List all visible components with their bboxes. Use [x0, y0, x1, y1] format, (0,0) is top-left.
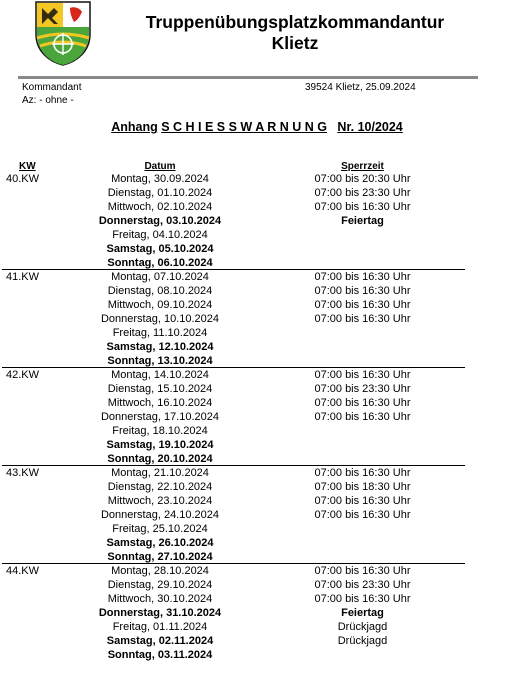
week-label: 40.KW [6, 173, 40, 185]
day-date: Mittwoch, 30.10.2024 [107, 593, 213, 605]
table-row [0, 536, 514, 550]
heading-main: S C H I E S S W A R N U N G [161, 120, 327, 134]
closure-time: 07:00 bis 16:30 Uhr [314, 313, 411, 325]
day-date: Donnerstag, 31.10.2024 [98, 607, 222, 619]
table-row [0, 550, 514, 564]
table-row [0, 564, 514, 578]
day-date: Samstag, 12.10.2024 [106, 341, 214, 353]
day-date: Sonntag, 20.10.2024 [107, 453, 213, 465]
day-date: Dienstag, 01.10.2024 [107, 187, 213, 199]
day-date: Freitag, 11.10.2024 [112, 327, 208, 339]
closure-time: 07:00 bis 18:30 Uhr [314, 481, 411, 493]
table-row [0, 284, 514, 298]
table-row [0, 494, 514, 508]
table-row [0, 424, 514, 438]
day-date: Freitag, 25.10.2024 [112, 523, 208, 535]
closure-time: 07:00 bis 16:30 Uhr [314, 509, 411, 521]
table-row [0, 312, 514, 326]
column-header-datum: Datum [144, 161, 176, 172]
closure-time: 07:00 bis 16:30 Uhr [314, 411, 411, 423]
day-date: Samstag, 05.10.2024 [106, 243, 214, 255]
column-header-kw: KW [19, 161, 36, 172]
week-label: 41.KW [6, 271, 40, 283]
closure-time: 07:00 bis 16:30 Uhr [314, 299, 411, 311]
place-date: 39524 Klietz, 25.09.2024 [305, 82, 416, 93]
coat-of-arms-logo [34, 0, 92, 66]
document-heading [0, 120, 514, 134]
table-row [0, 648, 514, 662]
day-date: Montag, 28.10.2024 [111, 565, 209, 577]
day-date: Dienstag, 29.10.2024 [107, 579, 213, 591]
table-row [0, 270, 514, 284]
day-date: Donnerstag, 03.10.2024 [98, 215, 222, 227]
header-divider [18, 76, 478, 79]
day-date: Dienstag, 15.10.2024 [107, 383, 213, 395]
title-line-2: Klietz [271, 33, 319, 53]
day-date: Samstag, 26.10.2024 [106, 537, 214, 549]
closure-time: 07:00 bis 16:30 Uhr [314, 467, 411, 479]
closure-time: 07:00 bis 16:30 Uhr [314, 593, 411, 605]
table-row [0, 480, 514, 494]
table-row [0, 452, 514, 466]
table-row [0, 396, 514, 410]
day-date: Freitag, 01.11.2024 [112, 621, 208, 633]
table-row [0, 186, 514, 200]
day-date: Samstag, 19.10.2024 [106, 439, 214, 451]
day-date: Mittwoch, 23.10.2024 [107, 495, 213, 507]
table-row [0, 382, 514, 396]
page-title [100, 12, 490, 54]
column-header-sperrzeit: Sperrzeit [341, 161, 384, 172]
title-line-1: Truppenübungsplatzkommandantur [145, 12, 445, 32]
closure-time: 07:00 bis 23:30 Uhr [314, 579, 411, 591]
table-row [0, 298, 514, 312]
table-row [0, 340, 514, 354]
closure-time: 07:00 bis 16:30 Uhr [314, 271, 411, 283]
table-row [0, 578, 514, 592]
week-label: 43.KW [6, 467, 40, 479]
heading-number: Nr. 10/2024 [337, 120, 403, 134]
table-row [0, 634, 514, 648]
day-date: Dienstag, 08.10.2024 [107, 285, 213, 297]
table-row [0, 508, 514, 522]
table-row [0, 214, 514, 228]
day-date: Montag, 21.10.2024 [111, 467, 209, 479]
week-label: 42.KW [6, 369, 40, 381]
closure-time: 07:00 bis 16:30 Uhr [314, 201, 411, 213]
day-date: Freitag, 04.10.2024 [112, 229, 208, 241]
table-row [0, 326, 514, 340]
day-date: Montag, 07.10.2024 [111, 271, 209, 283]
closure-time: Drückjagd [337, 635, 388, 647]
day-date: Samstag, 02.11.2024 [106, 635, 214, 647]
day-date: Sonntag, 06.10.2024 [107, 257, 213, 269]
closure-time: 07:00 bis 16:30 Uhr [314, 495, 411, 507]
table-row [0, 466, 514, 480]
closure-time: Feiertag [341, 607, 384, 619]
day-date: Donnerstag, 24.10.2024 [100, 509, 220, 521]
day-date: Dienstag, 22.10.2024 [107, 481, 213, 493]
reference-label: Az: - ohne - [22, 95, 74, 106]
table-row [0, 354, 514, 368]
day-date: Mittwoch, 09.10.2024 [107, 299, 213, 311]
sender-label: Kommandant [22, 82, 82, 93]
table-row [0, 368, 514, 382]
closure-time: 07:00 bis 16:30 Uhr [314, 397, 411, 409]
closure-time: 07:00 bis 16:30 Uhr [314, 565, 411, 577]
day-date: Montag, 14.10.2024 [111, 369, 209, 381]
table-row [0, 200, 514, 214]
closure-time: 07:00 bis 16:30 Uhr [314, 369, 411, 381]
day-date: Sonntag, 13.10.2024 [107, 355, 213, 367]
day-date: Freitag, 18.10.2024 [112, 425, 208, 437]
closure-time: Feiertag [341, 215, 384, 227]
day-date: Donnerstag, 17.10.2024 [100, 411, 220, 423]
table-row [0, 228, 514, 242]
table-row [0, 620, 514, 634]
closure-time: 07:00 bis 23:30 Uhr [314, 187, 411, 199]
table-row [0, 410, 514, 424]
heading-prefix: Anhang [111, 120, 158, 134]
table-row [0, 438, 514, 452]
closure-time: Drückjagd [337, 621, 388, 633]
table-row [0, 256, 514, 270]
day-date: Sonntag, 27.10.2024 [107, 551, 213, 563]
week-label: 44.KW [6, 565, 40, 577]
closure-time: 07:00 bis 16:30 Uhr [314, 285, 411, 297]
day-date: Mittwoch, 16.10.2024 [107, 397, 213, 409]
day-date: Sonntag, 03.11.2024 [107, 649, 213, 661]
day-date: Montag, 30.09.2024 [111, 173, 209, 185]
table-row [0, 592, 514, 606]
closure-time: 07:00 bis 20:30 Uhr [314, 173, 411, 185]
day-date: Donnerstag, 10.10.2024 [100, 313, 220, 325]
table-row [0, 606, 514, 620]
closure-time: 07:00 bis 23:30 Uhr [314, 383, 411, 395]
table-row [0, 172, 514, 186]
table-row [0, 522, 514, 536]
day-date: Mittwoch, 02.10.2024 [107, 201, 213, 213]
table-row [0, 242, 514, 256]
